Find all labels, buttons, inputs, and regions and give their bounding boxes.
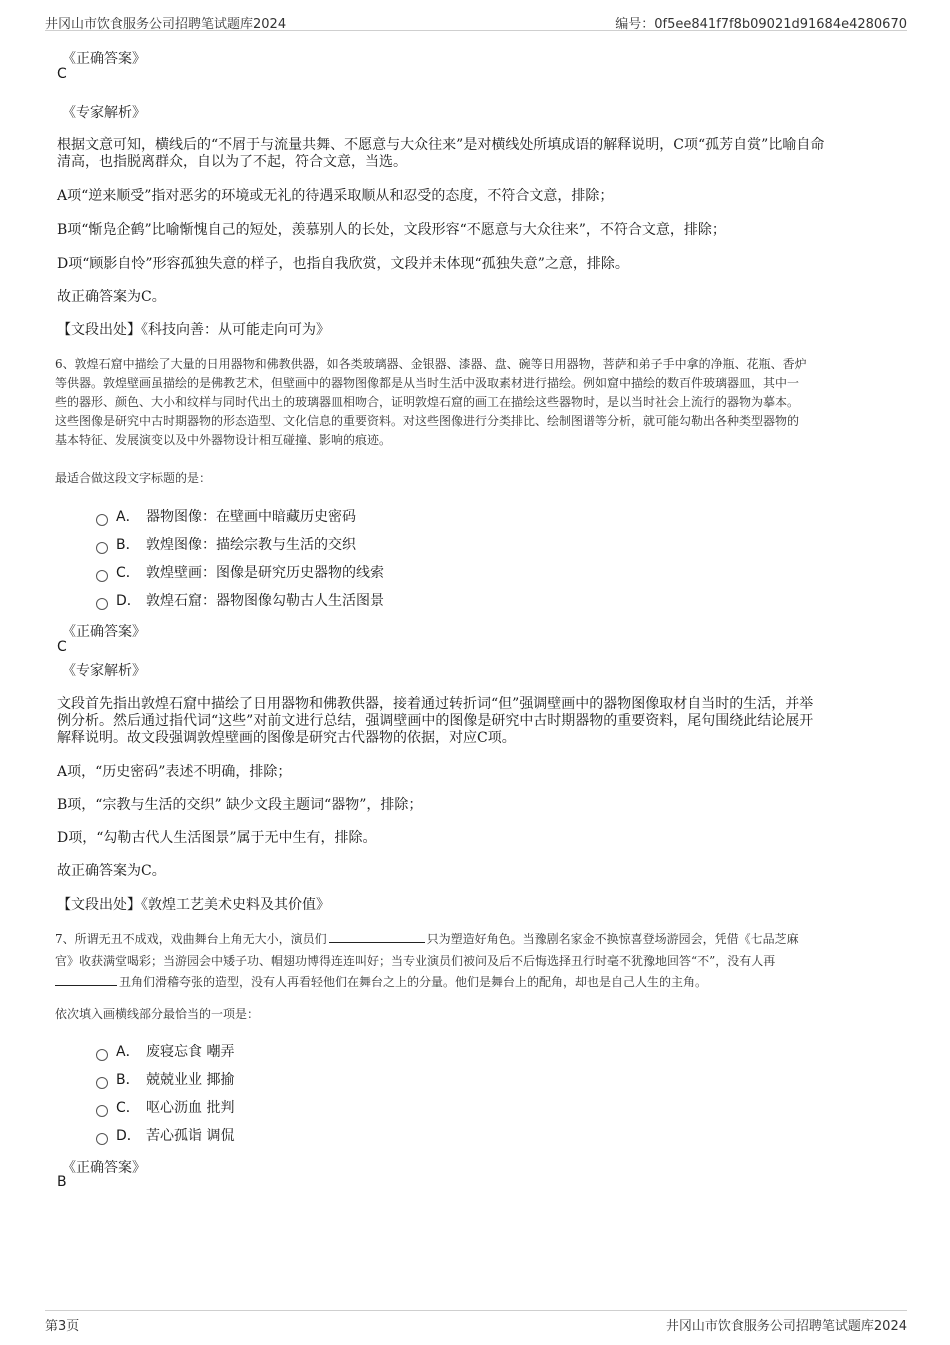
q6-stem-line-4: 这些图像是研究中古时期器物的形态造型、文化信息的重要资料。对这些图像进行分类排比、绘制图谱等分析，就可能勾勒出各种类型器物的 [55,414,800,428]
q6-stem-line-2: 等供器。敦煌壁画虽描绘的是佛教艺术，但壁画中的器物图像都是从当时生活中汲取素材进行描绘。例如窟中描绘的数百件玻璃器皿，其中一 [55,376,800,390]
q7-prompt: 依次填入画横线部分最恰当的一项是： [55,1007,260,1021]
q6-option-a-explain: A项，“历史密码”表述不明确，排除； [57,764,292,780]
radio-icon[interactable] [96,570,108,582]
q5-analysis-line-2: 清高，也指脱离群众，自以为了不起，符合文意，当选。 [57,154,407,170]
q6-option-d[interactable]: D． 敦煌石窟：器物图像勾勒古人生活图景 [96,590,384,610]
q6-analysis-line-2: 例分析。然后通过指代词“这些”对前文进行总结，强调壁画中的图像是研究中古时期器物的重要资料，尾句围绕此结论展开 [57,713,814,729]
q6-option-c[interactable]: C． 敦煌壁画：图像是研究历史器物的线索 [96,562,384,582]
radio-icon[interactable] [96,598,108,610]
q6-stem-line-3: 些的器形、颜色、大小和纹样与同时代出土的玻璃器皿相吻合，证明敦煌石窟的画工在描绘这些器物时，是以当时社会上流行的器物为摹本。 [55,395,800,409]
q7-stem-line-2: 官》收获满堂喝彩；当游园会中矮子功、帽翅功博得连连叫好；当专业演员们被问及后不后悔选择丑行时毫不犹豫地回答“不”，没有人再 [55,954,776,968]
q6-analysis-label: 《专家解析》 [62,663,146,679]
q6-stem-line-5: 基本特征、发展演变以及中外器物设计相互碰撞、影响的痕迹。 [55,433,392,447]
q6-answer: C [57,639,67,655]
q6-option-b[interactable]: B． 敦煌图像：描绘宗教与生活的交织 [96,534,356,554]
q6-analysis-line-1: 文段首先指出敦煌石窟中描绘了日用器物和佛教供器，接着通过转折词“但”强调壁画中的器物图像取材自当时的生活，并举 [57,696,814,712]
q5-option-a-explain: A项“逆来顺受”指对恶劣的环境或无礼的待遇采取顺从和忍受的态度，不符合文意，排除； [57,188,614,204]
radio-icon[interactable] [96,514,108,526]
q6-answer-label: 《正确答案》 [62,624,146,640]
page-header [45,10,907,31]
q5-source: 【文段出处】《科技向善：从可能走向可为》 [57,322,330,338]
q5-answer-label: 《正确答案》 [62,51,146,67]
page-number: 第3页 [45,1319,80,1334]
radio-icon[interactable] [96,1105,108,1117]
q6-conclusion: 故正确答案为C。 [57,863,166,879]
q7-option-a[interactable]: A． 废寝忘食 嘲弄 [96,1041,234,1061]
header-serial: 编号：0f5ee841f7f8b09021d91684e4280670 [615,17,907,32]
q6-stem-line-1: 6、敦煌石窟中描绘了大量的日用器物和佛教供器，如各类玻璃器、金银器、漆器、盘、碗等日用器物，菩萨和弟子手中拿的净瓶、花瓶、香炉 [55,357,807,371]
q6-option-a[interactable]: A． 器物图像：在壁画中暗藏历史密码 [96,506,356,526]
q6-option-b-explain: B项，“宗教与生活的交织” 缺少文段主题词“器物”，排除； [57,797,423,813]
q6-option-d-explain: D项，“勾勒古代人生活图景”属于无中生有，排除。 [57,830,377,846]
header-title: 井冈山市饮食服务公司招聘笔试题库2024 [45,17,287,32]
q5-option-d-explain: D项“顾影自怜”形容孤独失意的样子，也指自我欣赏，文段并未体现“孤独失意”之意，排除。 [57,256,629,272]
fill-blank-2 [55,973,117,986]
page-footer [45,1310,907,1333]
q7-option-b[interactable]: B． 兢兢业业 揶揄 [96,1069,234,1089]
q7-stem-line-1: 7、所谓无丑不成戏，戏曲舞台上角无大小，演员们 只为塑造好角色。当豫剧名家金不换惊喜登场游园会，凭借《七品芝麻 [55,932,799,946]
q5-answer: C [57,66,67,82]
q7-option-c[interactable]: C． 呕心沥血 批判 [96,1097,234,1117]
q7-answer: B [57,1174,67,1190]
radio-icon[interactable] [96,1077,108,1089]
q5-analysis-line-1: 根据文意可知，横线后的“不屑于与流量共舞、不愿意与大众往来”是对横线处所填成语的解释说明，C项“孤芳自赏”比喻自命 [57,137,825,153]
q5-option-b-explain: B项“惭凫企鹤”比喻惭愧自己的短处，羡慕别人的长处，文段形容“不愿意与大众往来”，不符合文意，排除； [57,222,726,238]
q6-prompt: 最适合做这段文字标题的是： [55,471,212,485]
q6-source: 【文段出处】《敦煌工艺美术史料及其价值》 [57,897,330,913]
radio-icon[interactable] [96,1133,108,1145]
q6-analysis-line-3: 解释说明。故文段强调敦煌壁画的图像是研究古代器物的依据，对应C项。 [57,730,516,746]
q7-option-d[interactable]: D． 苦心孤诣 调侃 [96,1125,234,1145]
radio-icon[interactable] [96,1049,108,1061]
q7-stem-line-3: 丑角们滑稽夸张的造型，没有人再看轻他们在舞台之上的分量。他们是舞台上的配角，却也是自己人生的主角。 [55,973,707,992]
q5-analysis-label: 《专家解析》 [62,105,146,121]
q7-answer-label: 《正确答案》 [62,1160,146,1176]
q5-conclusion: 故正确答案为C。 [57,289,166,305]
fill-blank-1 [329,930,425,943]
footer-title: 井冈山市饮食服务公司招聘笔试题库2024 [665,1319,907,1334]
radio-icon[interactable] [96,542,108,554]
